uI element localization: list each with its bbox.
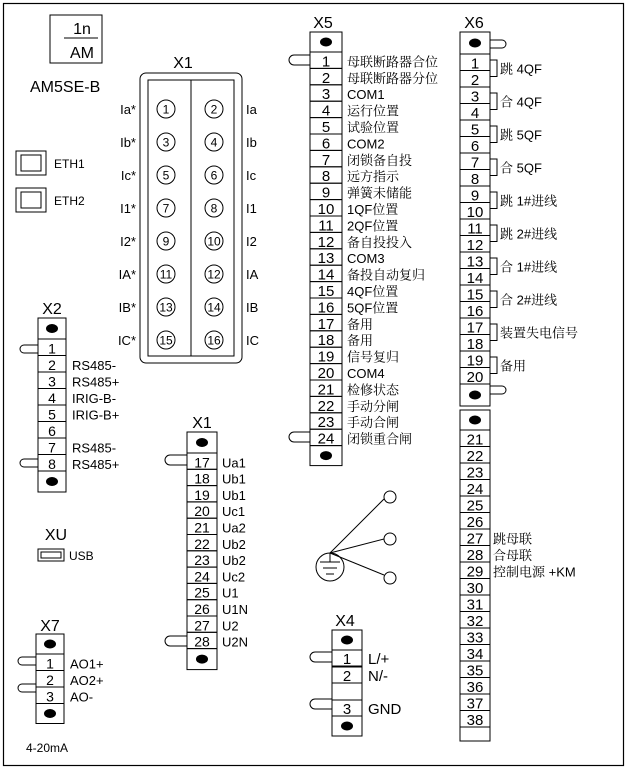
- x5-pin-label: 母联断路器合位: [347, 54, 439, 70]
- x1-current-label-right: Ia: [246, 102, 257, 117]
- x1-current-label-left: Ic*: [120, 168, 136, 183]
- x1-current-label-right: IB: [246, 300, 259, 315]
- x6-pair-bracket: [490, 126, 497, 143]
- x5-pin-label: 1QF位置: [347, 202, 399, 217]
- x6-pair-bracket: [490, 192, 497, 209]
- x5-pin: 8: [321, 168, 331, 186]
- x1-voltage-pin-label: Uc1: [222, 504, 246, 520]
- x2-pin: 7: [48, 439, 56, 456]
- x6-pin-label: 控制电源 +KM: [493, 564, 576, 580]
- x6-latch-top: [490, 40, 506, 48]
- x6-pin: 26: [466, 514, 484, 531]
- x6-pair-bracket: [490, 258, 497, 275]
- x1-voltage-bottom-screw: [196, 655, 208, 664]
- x5-pin: 7: [321, 151, 331, 169]
- x7-pin: 2: [46, 672, 54, 688]
- x6-pin: 16: [466, 303, 484, 320]
- x1-current-pin-right: 2: [210, 102, 218, 117]
- usb-label: USB: [69, 549, 94, 563]
- x5-pin: 13: [317, 250, 335, 268]
- x4-pin-label: N/-: [368, 668, 388, 685]
- x1-voltage-top-screw: [196, 438, 208, 447]
- x6-pin: 6: [470, 138, 480, 155]
- x4-pin-label: GND: [368, 701, 402, 718]
- x7-pin: 3: [46, 688, 54, 705]
- x6-pin: 17: [466, 319, 484, 337]
- xu-usb-section: [38, 527, 94, 563]
- x1-current-pin-right: 12: [207, 267, 221, 282]
- x6-pin-label: 跳母联: [493, 531, 533, 547]
- x6-pair-bracket: [490, 225, 497, 242]
- rating-top: 1n: [73, 21, 91, 38]
- x6-pin-label: 合母联: [493, 548, 533, 563]
- x6-pair-bracket: [490, 291, 497, 308]
- x1-current-pin-left: 5: [162, 168, 170, 183]
- x6-pin: 30: [466, 580, 484, 597]
- x1-current-pin-left: 3: [162, 135, 170, 150]
- usb-port: [38, 549, 64, 561]
- x1-current-label-right: IA: [246, 267, 259, 282]
- x4-spacer: [332, 683, 362, 700]
- x1-voltage-pin-label: U1N: [222, 602, 249, 617]
- rating-bottom: AM: [70, 45, 94, 62]
- x1-current-label-left: IB*: [118, 300, 136, 315]
- x5-pin-label: COM2: [347, 136, 385, 152]
- x1-current-label-left: I2*: [120, 234, 136, 249]
- x4-top-screw: [341, 636, 353, 645]
- x5-pin: 22: [317, 397, 335, 415]
- x1-current-pin-right: 14: [207, 300, 221, 315]
- x6-pin: 27: [466, 530, 484, 548]
- x5-pin-label: 试验位置: [347, 120, 400, 135]
- x5-pin-label: 远方指示: [347, 169, 400, 185]
- x6-pin: 35: [466, 662, 484, 680]
- x6-pin: 38: [466, 712, 484, 729]
- x1-voltage-pin-label: Ub2: [222, 553, 246, 569]
- x2-pin: 8: [48, 456, 56, 472]
- x6-pin: 4: [470, 105, 480, 122]
- x6-pair-bracket: [490, 324, 497, 341]
- x1-voltage-pin: 24: [194, 568, 210, 585]
- x5-pin: 1: [321, 53, 331, 71]
- model-name: AM5SE-B: [30, 79, 101, 96]
- x1-voltage-pin: 23: [194, 552, 210, 569]
- x2-top-screw: [46, 324, 58, 333]
- x2-pin-label: IRIG-B+: [72, 407, 120, 423]
- x1-voltage-latch-top: [165, 455, 187, 465]
- x5-latch-top: [289, 55, 310, 65]
- x1-current-label-left: IA*: [118, 267, 136, 282]
- x5-pin: 23: [317, 414, 335, 432]
- x2-pin-label: RS485-: [72, 440, 117, 456]
- x4-bottom-screw: [341, 722, 353, 731]
- x1-voltage-pin: 25: [194, 584, 210, 601]
- x6-pin: 20: [466, 369, 484, 386]
- x5-title: X5: [313, 15, 333, 32]
- x6-pin: 5: [470, 121, 480, 139]
- x4-title: X4: [335, 613, 355, 630]
- x1-current-pin-left: 9: [162, 234, 170, 249]
- x5-pin: 21: [317, 381, 335, 399]
- x5-pin: 6: [321, 135, 331, 153]
- x6-lower-top-screw: [469, 416, 481, 425]
- x2-pin-label: RS485-: [72, 358, 117, 373]
- x6-pair-bracket: [490, 357, 497, 374]
- x6-pin: 3: [470, 88, 480, 106]
- x6-pin: 19: [466, 352, 484, 370]
- x2-pin-label: IRIG-B-: [72, 391, 117, 406]
- x1-voltage-pin: 21: [194, 519, 210, 536]
- x6-pair-bracket: [490, 60, 497, 77]
- x5-pin-label: 备投自动复归: [347, 267, 426, 283]
- x5-pin-label: COM3: [347, 251, 385, 267]
- x2-title: X2: [42, 301, 62, 318]
- x6-title: X6: [464, 15, 484, 32]
- x6-pin: 25: [466, 497, 484, 515]
- x1-current-pin-left: 15: [159, 333, 173, 348]
- x6-pair-bracket: [490, 93, 497, 110]
- usb-port-inner: [41, 552, 61, 558]
- x5-pin: 5: [321, 119, 331, 136]
- x5-pin-label: 2QF位置: [347, 218, 399, 234]
- x4-pin-label: L/+: [368, 651, 390, 668]
- x1-current-label-right: IC: [246, 333, 259, 348]
- x1-voltage-pin: 26: [194, 601, 210, 617]
- x5-pin-label: 闭锁备自投: [347, 152, 413, 168]
- x5-pin: 19: [317, 348, 335, 366]
- x1-current-label-left: Ia*: [120, 102, 136, 117]
- x1-voltage-pin: 18: [194, 470, 210, 487]
- x5-pin: 16: [317, 299, 335, 317]
- x2-pin-label: RS485+: [72, 374, 120, 390]
- x6-pin: 32: [466, 613, 484, 630]
- x5-pin: 11: [318, 217, 334, 235]
- x1-current-label-right: Ib: [246, 135, 257, 150]
- x5-pin: 14: [317, 266, 335, 284]
- ground-symbol: [316, 491, 396, 584]
- x5-pin-label: 备用: [347, 316, 374, 332]
- x5-pin: 10: [317, 201, 335, 218]
- x2-pin: 5: [48, 406, 56, 423]
- x6-pair-label: 合 4QF: [500, 94, 542, 110]
- x1-voltage-connector: [165, 415, 248, 670]
- x1-current-pin-right: 16: [207, 333, 221, 348]
- x1-current-title: X1: [173, 55, 193, 72]
- x2-connector: [20, 301, 119, 492]
- x1-voltage-pin-label: U2: [222, 618, 239, 634]
- x5-pin-label: 4QF位置: [347, 284, 399, 299]
- x1-current-pin-left: 1: [162, 102, 170, 117]
- x5-pin: 9: [321, 184, 331, 202]
- x5-pin-label: COM1: [347, 87, 385, 103]
- eth2-label: ETH2: [54, 194, 85, 208]
- x1-voltage-pin: 22: [194, 535, 210, 552]
- x1-current-pin-right: 6: [210, 168, 218, 183]
- x2-pin-label: RS485+: [72, 457, 120, 472]
- x5-pin: 2: [321, 69, 331, 87]
- x6-pin: 31: [466, 596, 484, 614]
- x5-pin: 15: [317, 283, 335, 300]
- x6-pair-label: 合 2#进线: [500, 292, 558, 308]
- x6-pair-label: 跳 4QF: [500, 61, 542, 77]
- x6-pin: 9: [470, 187, 480, 205]
- x1-voltage-latch-bottom: [165, 636, 187, 646]
- x5-pin: 3: [321, 86, 331, 104]
- x1-current-pin-right: 4: [210, 135, 218, 150]
- x4-pin: 2: [342, 668, 352, 685]
- x1-current-connector: [118, 55, 259, 363]
- x1-voltage-pin-label: Ub1: [222, 471, 246, 487]
- x6-pin: 28: [466, 547, 484, 564]
- x5-pin-label: 备用: [347, 333, 374, 349]
- x6-latch-bottom: [490, 386, 506, 394]
- x7-pin-label: AO2+: [70, 673, 104, 688]
- x5-pin-label: 母联断路器分位: [347, 70, 439, 86]
- x6-pin: 14: [466, 270, 484, 287]
- x2-latch-bottom: [20, 459, 38, 467]
- x6-pair-bracket: [490, 159, 497, 176]
- x5-bottom-screw: [320, 451, 332, 460]
- x6-pin: 10: [466, 204, 484, 221]
- x5-pin-label: COM4: [347, 366, 385, 381]
- eth1-port: [16, 151, 85, 175]
- x1-current-label-right: I1: [246, 201, 257, 216]
- x7-note: 4-20mA: [26, 741, 69, 755]
- eth2-port: [16, 188, 85, 212]
- x5-pin: 18: [317, 332, 335, 350]
- x1-voltage-pin-label: Uc2: [222, 569, 246, 585]
- x7-latch-bottom: [18, 684, 36, 692]
- x6-pin: 12: [466, 237, 484, 254]
- x7-pin-label: AO1+: [70, 656, 104, 672]
- x1-current-label-left: Ib*: [120, 135, 136, 150]
- x1-current-pin-left: 13: [159, 300, 173, 315]
- x6-pin: 34: [466, 646, 484, 663]
- xu-title: XU: [44, 527, 68, 544]
- x6-upper-bottom-screw: [469, 391, 481, 400]
- x6-pin: 2: [470, 72, 480, 89]
- x1-voltage-pin-label: Ub1: [222, 487, 246, 503]
- eth1-label: ETH1: [54, 157, 85, 171]
- x2-bottom-screw: [46, 477, 58, 486]
- x1-voltage-pin-label: U2N: [222, 634, 249, 650]
- x1-voltage-pin: 20: [194, 503, 210, 520]
- x6-connector: [460, 15, 578, 741]
- x1-voltage-pin: 27: [194, 617, 210, 634]
- x6-upper-top-screw: [469, 39, 481, 48]
- x4-latch-bottom: [310, 699, 332, 709]
- x1-current-label-left: I1*: [120, 201, 136, 216]
- x2-pin: 2: [48, 357, 56, 373]
- x6-pin: 11: [467, 220, 483, 238]
- x6-pin: 36: [466, 679, 484, 696]
- x6-pair-label: 备用: [500, 358, 527, 374]
- x1-current-label-right: I2: [246, 234, 257, 249]
- x7-connector: [18, 618, 104, 755]
- x2-pin: 1: [48, 340, 56, 357]
- x6-pin: 23: [466, 464, 484, 482]
- x4-pin: 3: [342, 701, 352, 718]
- x2-pin: 4: [48, 390, 56, 406]
- x6-pair-label: 装置失电信号: [500, 325, 579, 341]
- x6-pin: 18: [466, 336, 484, 353]
- x1-voltage-pin: 19: [194, 486, 210, 503]
- x2-latch-top: [20, 345, 38, 353]
- x5-latch-bottom: [289, 432, 310, 442]
- x5-pin: 17: [317, 315, 335, 333]
- x7-top-screw: [44, 640, 56, 649]
- x6-pin: 13: [466, 253, 484, 271]
- x5-pin: 24: [317, 430, 335, 448]
- x7-latch-top: [18, 657, 36, 665]
- x1-current-label-right: Ic: [246, 168, 257, 183]
- x5-connector: [289, 15, 438, 466]
- x4-latch-top: [310, 652, 332, 662]
- x1-voltage-pin-label: Ua2: [222, 520, 246, 536]
- x6-pin: 8: [470, 171, 480, 188]
- x1-current-pin-left: 7: [162, 201, 170, 216]
- x4-pin: 1: [342, 651, 352, 668]
- x1-current-pin-left: 11: [159, 267, 173, 282]
- x6-pair-label: 合 5QF: [500, 160, 542, 176]
- x1-voltage-pin: 28: [194, 633, 210, 650]
- x6-pair-label: 跳 1#进线: [500, 193, 558, 209]
- x5-pin: 20: [317, 365, 335, 382]
- x1-voltage-pin-label: Ub2: [222, 536, 246, 552]
- x6-pair-label: 合 1#进线: [500, 259, 558, 275]
- x7-pin: 1: [46, 655, 54, 672]
- x1-voltage-pin: 17: [194, 454, 210, 471]
- x5-pin-label: 手动合闸: [347, 415, 400, 431]
- x7-bottom-screw: [44, 709, 56, 718]
- x6-pin: 22: [466, 448, 484, 465]
- x1-voltage-pin-label: Ua1: [222, 455, 246, 471]
- x1-voltage-title: X1: [192, 415, 212, 432]
- x5-pin-label: 手动分闸: [347, 398, 400, 414]
- x5-pin-label: 弹簧未储能: [347, 185, 413, 201]
- x5-pin-label: 信号复归: [347, 349, 400, 365]
- x5-pin-label: 备自投投入: [347, 234, 413, 250]
- x6-pin: 24: [466, 481, 484, 498]
- x5-pin-label: 5QF位置: [347, 300, 399, 316]
- x6-pin: 1: [470, 55, 480, 73]
- x7-pin-label: AO-: [70, 689, 94, 705]
- x5-top-screw: [320, 38, 332, 47]
- x1-voltage-pin-label: U1: [222, 585, 239, 601]
- x2-pin: 3: [48, 373, 56, 390]
- x5-pin-label: 运行位置: [347, 103, 400, 119]
- x4-connector: [310, 613, 402, 736]
- x1-current-pin-right: 8: [210, 201, 218, 216]
- x6-pin: 37: [466, 695, 484, 713]
- x1-current-label-left: IC*: [117, 333, 136, 348]
- x6-pin: 21: [466, 431, 484, 449]
- x6-lower-bottom-cap: [460, 727, 490, 741]
- x6-pin: 33: [466, 629, 484, 647]
- x6-pair-label: 跳 5QF: [500, 127, 542, 143]
- x6-pin: 15: [466, 286, 484, 304]
- x2-pin: 6: [48, 423, 56, 439]
- x5-pin: 4: [321, 102, 331, 120]
- x6-pin: 7: [470, 154, 480, 172]
- x5-pin: 12: [317, 233, 335, 251]
- x7-title: X7: [40, 618, 60, 635]
- x1-current-pin-right: 10: [207, 234, 221, 249]
- x5-pin-label: 闭锁重合闸: [347, 431, 413, 447]
- x6-pair-label: 跳 2#进线: [500, 226, 558, 242]
- x6-pin: 29: [466, 563, 484, 581]
- x5-pin-label: 检修状态: [347, 382, 400, 398]
